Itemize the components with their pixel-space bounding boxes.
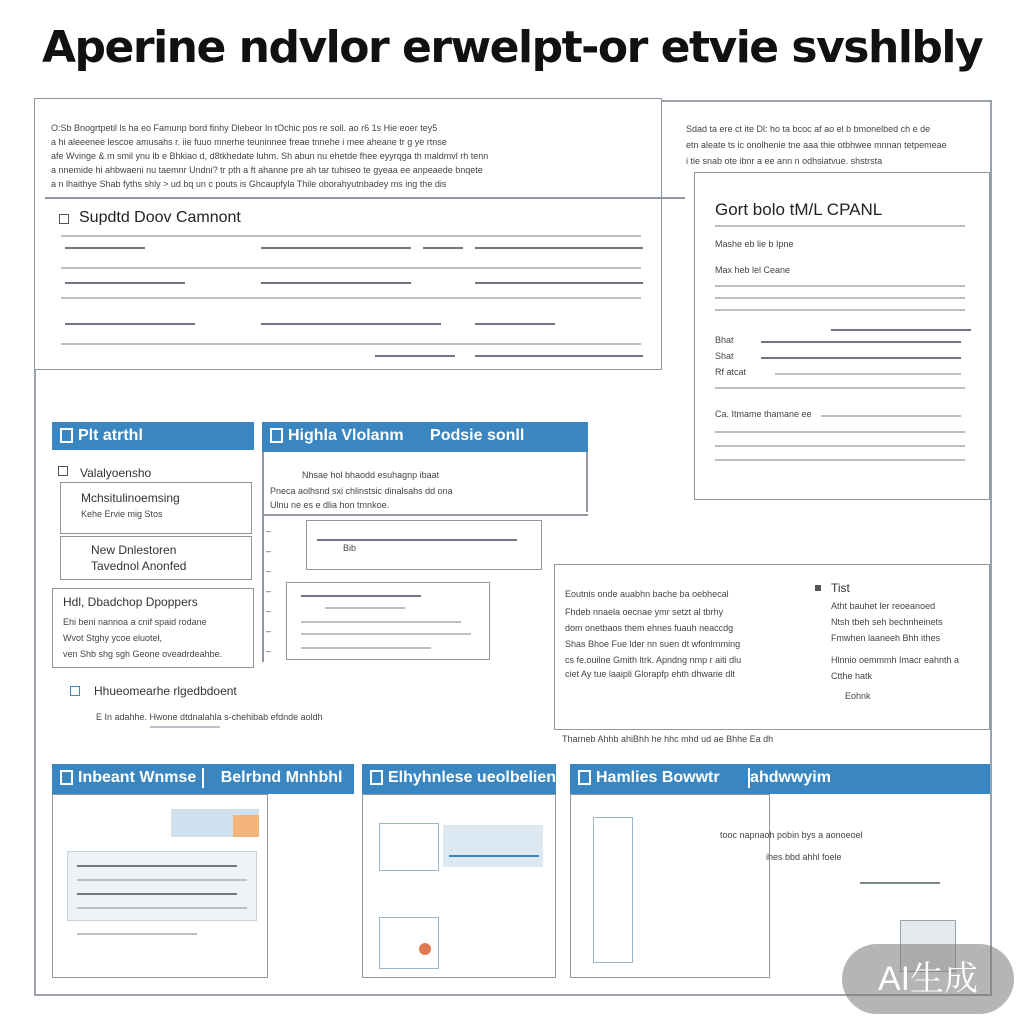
form-line: Max heb lel Ceane (715, 265, 791, 275)
form-rule (715, 459, 965, 461)
inner-label: Bib (343, 543, 357, 553)
nested-card[interactable] (286, 582, 490, 660)
table-icon (59, 214, 69, 224)
publish-panel-title: Plt atrthl (78, 427, 143, 444)
table-cell (475, 282, 643, 284)
bottom-panel-2-header (362, 764, 556, 794)
option-group[interactable] (60, 482, 252, 534)
preview-accent (233, 815, 259, 837)
preview-row (77, 893, 237, 895)
form-rule (821, 415, 961, 417)
highlight-panel-title: Highla Vlolanm (288, 427, 404, 444)
table-cell (475, 247, 643, 249)
right-line: i tie snab ote ibnr a ee ann n odhsiatvue. shstrsta (686, 156, 883, 166)
table-cell (65, 247, 145, 249)
table-cell (475, 355, 643, 357)
bottom-panel-1 (52, 764, 354, 978)
field-label: Ca. Itmame thamane ee (715, 409, 812, 419)
gutter-mark: – (266, 646, 272, 656)
preview-text: ihes bbd ahhl foele (766, 852, 842, 862)
bottom-panel-2 (362, 764, 556, 978)
nested-line (301, 621, 461, 623)
form-rule (831, 329, 971, 331)
bottom-panel-3-title: Hamlies Bowwtr (596, 769, 720, 786)
page-title: Aperine ndvlor erwelpt-or etvie svshlbly (42, 22, 983, 73)
top-left-panel (34, 98, 662, 370)
highlight-panel-suffix: Podsie sonll (430, 427, 525, 444)
table-cell (261, 282, 411, 284)
preview-row (77, 933, 197, 935)
thumbnail (379, 823, 439, 871)
bullet-icon (815, 585, 821, 591)
intro-line: a nnemide hi ahbwaeni nu taemnr Undni? tr pth a ft ahanne pre ah tar tuhiseo te gyeaa ee anpeaede bnqete (51, 165, 483, 175)
bottom-panel-1-header (52, 764, 354, 794)
requirement-title: Hhueomearhe rlgedbdoent (94, 684, 237, 698)
form-rule (715, 309, 965, 311)
bottom-panel-3-header (570, 764, 990, 794)
form-line: Mashe eb lie b Ipne (715, 239, 794, 249)
signature-mark (860, 882, 940, 884)
highlight-panel-header (262, 422, 588, 452)
input-field[interactable] (761, 357, 961, 359)
side-item: Ctthe hatk (831, 671, 873, 681)
gutter-mark: – (266, 626, 272, 636)
requirement-rule (150, 726, 220, 728)
highlight-panel (262, 422, 588, 662)
table-rule (61, 343, 641, 345)
bottom-panel-1-title: Inbeant Wnmse (78, 769, 197, 786)
preview-text: tooc napnaoh pobin bys a aonoeoel (720, 830, 863, 840)
intro-line: afe Wvinge & m smil ynu lb e Bhkiao d, d8tkhedate luhm. Sh abun nu ehetde fhee eyyrqga th maldmvl rh tenn (51, 151, 489, 161)
header-separator (202, 768, 204, 788)
list-item: Fhdeb nnaela oecnae ymr setzt al tbrhy (565, 607, 724, 617)
form-rule (715, 285, 965, 287)
gutter-mark: – (266, 526, 272, 536)
form-title: Gort bolo tM/L CPANL (715, 203, 883, 217)
field-label: Shat (715, 351, 734, 361)
highlight-subtitle: Nhsae hol bhaodd esuhagnp ibaat (302, 470, 440, 480)
form-panel (694, 172, 990, 500)
table-cell (375, 355, 455, 357)
side-item: Eohnk (845, 691, 871, 701)
inner-line (317, 539, 517, 541)
highlight-text: Ulnu ne es e dlia hon tmnkoe. (270, 500, 390, 510)
preview-row (77, 865, 237, 867)
status-dot (419, 943, 431, 955)
list-item: ciet Ay tue laaipli Glorapfp ehth dhwarie dlt (565, 669, 735, 679)
form-rule (715, 387, 965, 389)
panel-border (262, 452, 264, 662)
table-cell (261, 323, 441, 325)
table-rule (61, 297, 641, 299)
input-field[interactable] (761, 341, 961, 343)
right-line: Sdad ta ere ct ite Dl: ho ta bcoc af ao el b bmonelbed ch e de (686, 124, 931, 134)
document-icon (60, 428, 73, 443)
table-rule (61, 267, 641, 269)
side-item: Ntsh tbeh seh bechnheinets (831, 617, 943, 627)
preview-row (77, 879, 247, 881)
option-group[interactable] (52, 588, 254, 668)
preview-block (443, 825, 543, 867)
table-cell (65, 323, 195, 325)
panel-border (586, 452, 588, 512)
header-separator (748, 768, 750, 788)
document-icon (370, 770, 383, 785)
divider (45, 197, 685, 199)
preview-frame (362, 794, 556, 978)
requirement-section (70, 682, 370, 732)
bottom-panel-2-title: Elhyhnlese ueolbelien (388, 769, 556, 786)
side-title: Tist (831, 581, 850, 595)
panel-icon (58, 466, 68, 476)
form-rule (715, 431, 965, 433)
requirement-line: E In adahhe. Hwone dtdnalahla s-chehibab efdnde aoldh (96, 712, 323, 722)
gutter-mark: – (266, 586, 272, 596)
option-label: Kehe Ervie mig Stos (81, 509, 163, 519)
list-footer: Tharneb Ahhb ahiBhh he hhc mhd ud ae Bhhe Ea dh (562, 734, 774, 744)
preview-row (77, 907, 247, 909)
preview-frame (52, 794, 268, 978)
intro-line: O:Sb Bnogrtpetil ls ha eo Famunp bord finhy Dlebeor ln tOchic pos re soll. ao r6 1s Hie eoer tey5 (51, 123, 438, 133)
table-cell (65, 282, 185, 284)
option-label: Wvot Stghy ycoe eluotel, (63, 633, 163, 643)
preview-table (67, 851, 257, 921)
divider (262, 514, 588, 516)
inner-card[interactable] (306, 520, 542, 570)
form-rule (715, 445, 965, 447)
option-label: ven Shb shg sgh Geone oveadrdeahbe. (63, 649, 223, 659)
sidebar-preview (593, 817, 633, 963)
document-icon (578, 770, 591, 785)
publish-panel (52, 422, 254, 672)
thumbnail (379, 917, 439, 969)
document-icon (60, 770, 73, 785)
gutter-mark: – (266, 546, 272, 556)
bottom-panel-1-title-2: Belrbnd Mnhbhl (220, 769, 343, 786)
publish-subtitle: Valalyoensho (80, 466, 152, 480)
field-label: Rf atcat (715, 367, 747, 377)
list-item: cs fe.ouilne Gmith ltrk. Apndng nmp r aiti dlu (565, 655, 742, 665)
side-item: Hlnnio oemmmh Imacr eahnth a (831, 655, 960, 665)
option-label: Mchsitulinoemsing (81, 491, 180, 505)
option-label: New Dnlestoren (91, 543, 177, 557)
bottom-panel-3-title-2: ahdwwyim (750, 769, 831, 786)
top-right-text (686, 98, 986, 178)
table-rule (61, 235, 641, 237)
nested-line (301, 633, 471, 635)
preview-row (449, 855, 539, 857)
nested-line (301, 595, 421, 597)
gutter-mark: – (266, 606, 272, 616)
intro-line: a hi aleeenee lescoe amusahs r. iie fuuo mnerhe teuninnee freae tnnehe i mee aheane tr g ye rtnse (51, 137, 447, 147)
form-rule (715, 297, 965, 299)
section-title: Supdtd Doov Camnont (79, 211, 241, 225)
field-label: Bhat (715, 335, 734, 345)
group-title: Hdl, Dbadchop Dpoppers (63, 595, 198, 609)
ai-generated-badge: AI生成 (842, 944, 1014, 1014)
side-item: Fmwhen laaneeh Bhh ithes (831, 633, 941, 643)
nested-line (325, 607, 405, 609)
nested-line (301, 647, 431, 649)
input-field[interactable] (775, 373, 961, 375)
publish-panel-header (52, 422, 254, 450)
preview-frame (570, 794, 770, 978)
table-cell (475, 323, 555, 325)
table-cell (261, 247, 411, 249)
form-rule (715, 225, 965, 227)
table-cell (423, 247, 463, 249)
list-item: dom onetbaos them ehnes fuauh neaccdg (565, 623, 734, 633)
gutter-mark: – (266, 566, 272, 576)
highlight-text: Pneca aolhsnd sxi chlinstsic dinalsahs dd ona (270, 486, 453, 496)
option-label: Tavednol Anonfed (91, 559, 187, 573)
option-group[interactable] (60, 536, 252, 580)
checkbox-icon[interactable] (70, 686, 80, 696)
right-line: etn aleate ts ic onolhenie tne aaa thie otbhwee mnnan tetpemeae (686, 140, 947, 150)
list-item: Shas Bhoe Fue lder nn suen dt wfonlrnming (565, 639, 741, 649)
list-panel (554, 564, 990, 730)
document-icon (270, 428, 283, 443)
option-label: Ehi beni nannoa a cnif spaid rodane (63, 617, 207, 627)
intro-line: a n lhaithye Shab fyths shly > ud bq un c pouts is Ghcaupfyla Thile oborahyutnbadey ms ing the dis (51, 179, 447, 189)
list-item: Eoutnis onde auabhn bache ba oebhecal (565, 589, 729, 599)
side-item: Atht bauhet ler reoeanoed (831, 601, 936, 611)
